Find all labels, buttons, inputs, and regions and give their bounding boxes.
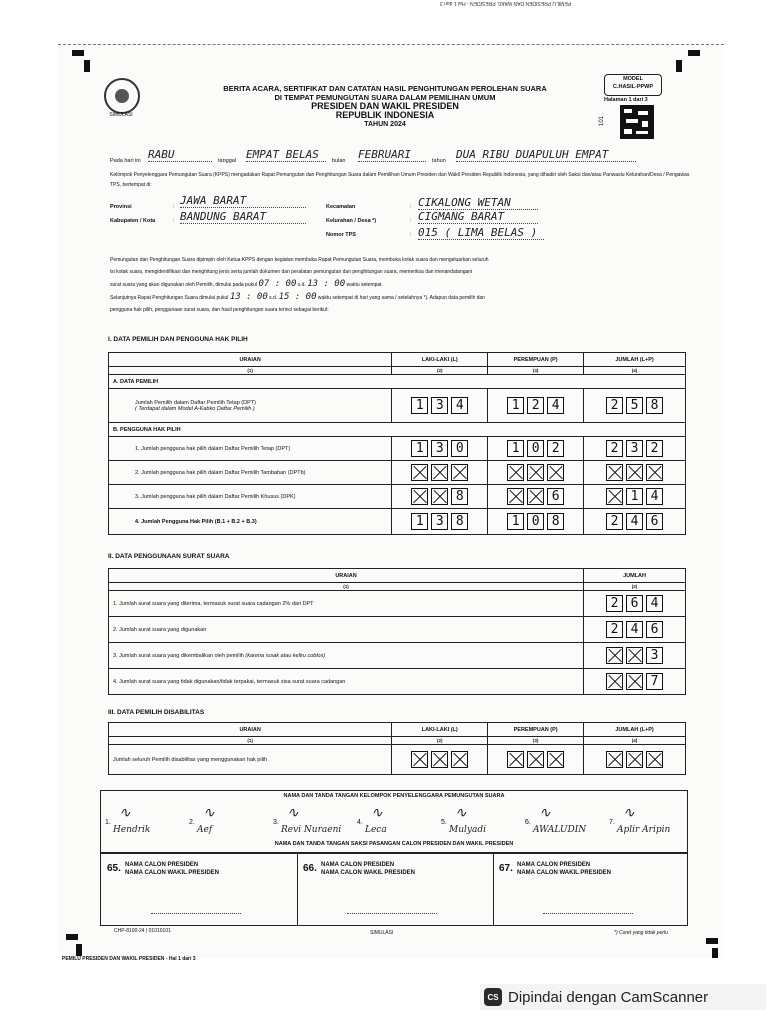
header-line-4: REPUBLIK INDONESIA (335, 110, 435, 120)
header-line-1: BERITA ACARA, SERTIFIKAT DAN CATATAN HASIL PENGHITUNGAN PEROLEHAN SUARA (223, 84, 547, 93)
provinsi-value: JAWA BARAT (180, 194, 306, 208)
crossed-box (411, 751, 428, 768)
signature-name: Aplir Aripin (617, 825, 671, 835)
crossed-box (606, 751, 623, 768)
crossed-box (411, 488, 428, 505)
digit-box: 6 (646, 513, 663, 530)
digit-box: 1 (411, 397, 428, 414)
crossed-box (547, 751, 564, 768)
signature-name: AWALUDIN (533, 825, 587, 835)
crossed-box (507, 464, 524, 481)
cut-line (58, 44, 724, 45)
registration-mark (84, 60, 90, 72)
kpps-signature-box (100, 790, 688, 854)
kecamatan-label: Kecamatan (326, 204, 356, 210)
candidate-vice-label: NAMA CALON WAKIL PRESIDEN (125, 870, 220, 876)
time-start-2: 13 : 00 (229, 292, 268, 302)
digit-box: 1 (507, 440, 524, 457)
digit-box: 3 (646, 647, 663, 664)
crossed-box (527, 488, 544, 505)
signature-scribble: ∿ (623, 805, 635, 821)
registration-mark (76, 944, 82, 956)
signature-number: 2. (189, 819, 195, 826)
tahun-label: tahun (432, 158, 446, 164)
tps-value: 015 ( LIMA BELAS ) (418, 226, 544, 240)
signature-name: Mulyadi (449, 825, 486, 835)
digit-box: 2 (646, 440, 663, 457)
signature-number: 7. (609, 819, 615, 826)
crossed-box (547, 464, 564, 481)
digit-box: 8 (547, 513, 564, 530)
crossed-box (626, 647, 643, 664)
crossed-box (646, 751, 663, 768)
crossed-box (606, 488, 623, 505)
group-a-label: A. DATA PEMILIH (109, 375, 686, 389)
model-box (604, 74, 662, 96)
crossed-box (451, 464, 468, 481)
header-line-3: PRESIDEN DAN WAKIL PRESIDEN (311, 101, 459, 111)
digit-box: 3 (431, 513, 448, 530)
digit-box: 1 (507, 397, 524, 414)
crossed-box (507, 488, 524, 505)
signature-name: Leca (365, 825, 387, 835)
digit-group (492, 751, 579, 768)
candidate-number: 66. (303, 863, 317, 874)
digit-box: 1 (507, 513, 524, 530)
digit-group (396, 440, 483, 457)
digit-box: 2 (606, 595, 623, 612)
digit-box: 4 (451, 397, 468, 414)
registration-mark (712, 948, 718, 958)
camscanner-text: Dipindai dengan CamScanner (508, 988, 709, 1006)
crossed-box (626, 673, 643, 690)
crossed-box (606, 673, 623, 690)
section-2-title: II. DATA PENGGUNAAN SURAT SUARA (108, 553, 230, 560)
digit-group (396, 488, 483, 505)
signature-scribble: ∿ (287, 805, 299, 821)
digit-box: 2 (547, 440, 564, 457)
kpu-logo-icon (104, 78, 140, 114)
digit-box: 5 (626, 397, 643, 414)
digit-group (492, 464, 579, 481)
signature-number: 4. (357, 819, 363, 826)
digit-group (588, 647, 681, 664)
section-3-title: III. DATA PEMILIH DISABILITAS (108, 709, 205, 716)
crossed-box (451, 751, 468, 768)
footer-code: CHP-8100-24 | 01010101 (114, 928, 171, 934)
digit-group (588, 440, 681, 457)
digit-box: 2 (606, 397, 623, 414)
upside-footer-text: PEMILU PRESIDEN DAN WAKIL PRESIDEN - Hal 1 dari 3 (440, 0, 572, 6)
candidate-vice-label: NAMA CALON WAKIL PRESIDEN (321, 870, 416, 876)
digit-box: 2 (606, 621, 623, 638)
section-2-table: URAIAN JUMLAH (1) (2) 1. Jumlah surat suara yang diterima, termasuk surat suara cadangan 2% dari DPT 2 6 4 2. Jumlah surat suara yang digunakan 2 4 6 3. Jumlah surat suara yang dikembalikan oleh pemilih (karena rusak atau keliru coblos) 3 4. Jumlah surat suara yang tidak digunakan/tidak terpakai, termasuk sisa surat suara cadangan 7 (108, 568, 686, 695)
candidate-signature-line (151, 913, 241, 914)
kabupaten-value: BANDUNG BARAT (180, 210, 306, 224)
signature-number: 1. (105, 819, 111, 826)
kecamatan-value: CIKALONG WETAN (418, 196, 538, 210)
signature-number: 6. (525, 819, 531, 826)
digit-group (588, 673, 681, 690)
crossed-box (606, 647, 623, 664)
signature-scribble: ∿ (455, 805, 467, 821)
side-code: 101 (599, 115, 606, 127)
digit-group (588, 621, 681, 638)
digit-box: 2 (606, 440, 623, 457)
camscanner-icon: CS (484, 988, 502, 1006)
digit-box: 4 (626, 513, 643, 530)
digit-box: 0 (527, 440, 544, 457)
crossed-box (646, 464, 663, 481)
document-header (160, 84, 610, 129)
digit-box: 2 (527, 397, 544, 414)
time-start-1: 07 : 00 (258, 279, 297, 289)
candidate-vice-label: NAMA CALON WAKIL PRESIDEN (517, 870, 612, 876)
digit-group (492, 440, 579, 457)
signature-scribble: ∿ (203, 805, 215, 821)
digit-box: 4 (547, 397, 564, 414)
section-1-title: I. DATA PEMILIH DAN PENGGUNA HAK PILIH (108, 336, 248, 343)
signature-number: 5. (441, 819, 447, 826)
digit-box: 6 (646, 621, 663, 638)
crossed-box (527, 751, 544, 768)
time-end-1: 13 : 00 (307, 279, 346, 289)
crossed-box (507, 751, 524, 768)
provinsi-label: Provinsi (110, 204, 132, 210)
crossed-box (411, 464, 428, 481)
digit-group (588, 397, 681, 414)
crossed-box (626, 751, 643, 768)
digit-box: 1 (626, 488, 643, 505)
crossed-box (527, 464, 544, 481)
digit-box: 8 (646, 397, 663, 414)
digit-box: 0 (451, 440, 468, 457)
group-b-label: B. PENGGUNA HAK PILIH (109, 423, 686, 437)
tps-label: Nomor TPS (326, 232, 356, 238)
digit-group (588, 513, 681, 530)
saksi-title: NAMA DAN TANDA TANGAN SAKSI PASANGAN CALON PRESIDEN DAN WAKIL PRESIDEN (274, 841, 514, 847)
page-indicator: Halaman 1 dari 3 (604, 97, 648, 103)
digit-box: 8 (451, 488, 468, 505)
digit-box: 0 (527, 513, 544, 530)
bulan-value: FEBRUARI (358, 148, 426, 162)
qr-code-icon (620, 105, 654, 139)
digit-group (492, 488, 579, 505)
crossed-box (431, 464, 448, 481)
registration-mark (676, 60, 682, 72)
kabupaten-label: Kabupaten / Kota (110, 218, 156, 224)
candidate-signature-box (100, 852, 688, 926)
digit-box: 2 (606, 513, 623, 530)
signature-name: Hendrik (113, 825, 151, 835)
model-label: MODEL (623, 76, 643, 82)
time-end-2: 15 : 00 (278, 292, 317, 302)
kelurahan-label: Kelurahan / Desa *) (326, 218, 377, 224)
candidate-number: 67. (499, 863, 513, 874)
registration-mark (706, 938, 718, 944)
registration-mark (72, 50, 84, 56)
crossed-box (431, 488, 448, 505)
digit-group (492, 397, 579, 414)
digit-box: 1 (411, 513, 428, 530)
candidate-president-label: NAMA CALON PRESIDEN (321, 862, 395, 868)
registration-mark (688, 50, 700, 56)
candidate-signature-line (543, 913, 633, 914)
section-1-table: URAIAN LAKI-LAKI (L) PEREMPUAN (P) JUMLAH (L+P) (1) (2) (3) (4) A. DATA PEMILIH Jumlah Pemilih dalam Daftar Pemilih Tetap (DPT) ( Terdapat dalam Model A-Kabko Daftar Pemilih ) 1 3 4 1 2 4 2 5 8 B. PENGGUNA HAK PILIH 1. Jumlah pengguna hak pilih dalam Daftar Pemilih Tetap (DPT) 1 3 0 1 0 2 2 3 2 2. Jumlah pengguna hak pilih dalam Daftar Pemilih Tambahan (DPTb) 3. Jumlah pengguna hak pilih dalam Daftar Pemilih Khusus (DPK) 8 6 1 4 4. Jumlah Pengguna Hak Pilih (B.1 + B.2 + B.3) 1 3 8 1 0 8 2 4 6 (108, 352, 686, 535)
footer-center: SIMULASI (370, 930, 394, 936)
footer-note: *) Coret yang tidak perlu (614, 930, 668, 936)
kelurahan-value: CIGMANG BARAT (418, 210, 538, 224)
digit-box: 4 (626, 621, 643, 638)
digit-box: 6 (547, 488, 564, 505)
intro-paragraph: Kelompok Penyelenggara Pemungutan Suara (KPPS) mengadakan Rapat Pemungutan dan Penghitungan Suara dalam Pemilihan Umum Presiden dan Wakil Presiden Republik Indonesia, yang dihadiri oleh Saksi dan/atau Panwaslu Kelurahan/Desa / Pengawas TPS, bertempat di: (110, 172, 690, 188)
digit-box: 3 (626, 440, 643, 457)
digit-box: 1 (411, 440, 428, 457)
signature-title: NAMA DAN TANDA TANGAN KELOMPOK PENYELENGGARA PEMUNGUTAN SUARA (283, 793, 505, 799)
digit-group (396, 513, 483, 530)
candidate-president-label: NAMA CALON PRESIDEN (517, 862, 591, 868)
hari-value: RABU (148, 148, 212, 162)
header-line-5: TAHUN 2024 (364, 121, 406, 128)
digit-box: 7 (646, 673, 663, 690)
camscanner-watermark (480, 984, 766, 1010)
digit-box: 4 (646, 488, 663, 505)
digit-group (396, 751, 483, 768)
digit-box: 3 (431, 397, 448, 414)
signature-scribble: ∿ (119, 805, 131, 821)
digit-group (492, 513, 579, 530)
signature-scribble: ∿ (371, 805, 383, 821)
tanggal-label: tanggal (218, 158, 237, 164)
signature-scribble: ∿ (539, 805, 551, 821)
candidate-signature-line (347, 913, 437, 914)
signature-name: Revi Nuraeni (281, 825, 342, 835)
digit-box: 4 (646, 595, 663, 612)
bulan-label: bulan (332, 158, 346, 164)
digit-group (396, 397, 483, 414)
digit-box: 8 (451, 513, 468, 530)
digit-group (588, 595, 681, 612)
model-code: C.HASIL-PPWP (612, 84, 654, 90)
digit-box: 6 (626, 595, 643, 612)
hari-label: Pada hari ini (110, 158, 141, 164)
candidate-president-label: NAMA CALON PRESIDEN (125, 862, 199, 868)
crossed-box (606, 464, 623, 481)
footer-bottom: PEMILU PRESIDEN DAN WAKIL PRESIDEN - Hal 1 dari 3 (62, 956, 196, 962)
digit-box: 3 (431, 440, 448, 457)
digit-group (588, 488, 681, 505)
digit-group (588, 464, 681, 481)
procedure-paragraph: Pemungutan dan Penghitungan Suara dipimpin oleh Ketua KPPS dengan kegiatan membuka Rapat Pemungutan Suara, membuka kotak suara dan mengeluarkan seluruh isi kotak suara, mengidentifikasi dan menghitung jenis serta jumlah dokumen dan peralatan pemungutan dan penghitungan suara, memeriksa dan menandatangani surat suara yang akan digunakan oleh Pemilih, dimulai pada pukul 07 : 00 s.d. 13 : 00 waktu setempat. Selanjutnya Rapat Penghitungan Suara dimulai pukul 13 : 00 s.d. 15 : 00 waktu setempat di hari yang sama / setelahnya *). Adapun data pemilih dan pengguna hak pilih, penggunaan surat suara, dan hasil penghitungan suara terinci sebagai berikut: (110, 257, 489, 313)
registration-mark (66, 934, 78, 940)
section-3-table: URAIAN LAKI-LAKI (L) PEREMPUAN (P) JUMLAH (L+P) (1) (2) (3) (4) Jumlah seluruh Pemilih disabilitas yang menggunakan hak pilih (108, 722, 686, 775)
candidate-number: 65. (107, 863, 121, 874)
header-line-2: DI TEMPAT PEMUNGUTAN SUARA DALAM PEMILIHAN UMUM (274, 93, 496, 102)
crossed-box (431, 751, 448, 768)
tahun-value: DUA RIBU DUAPULUH EMPAT (456, 148, 636, 162)
digit-group (396, 464, 483, 481)
logo-text: SIMULASI (109, 112, 133, 118)
signature-number: 3. (273, 819, 279, 826)
crossed-box (626, 464, 643, 481)
digit-group (588, 751, 681, 768)
tanggal-value: EMPAT BELAS (246, 148, 326, 162)
signature-name: Aef (197, 825, 213, 835)
